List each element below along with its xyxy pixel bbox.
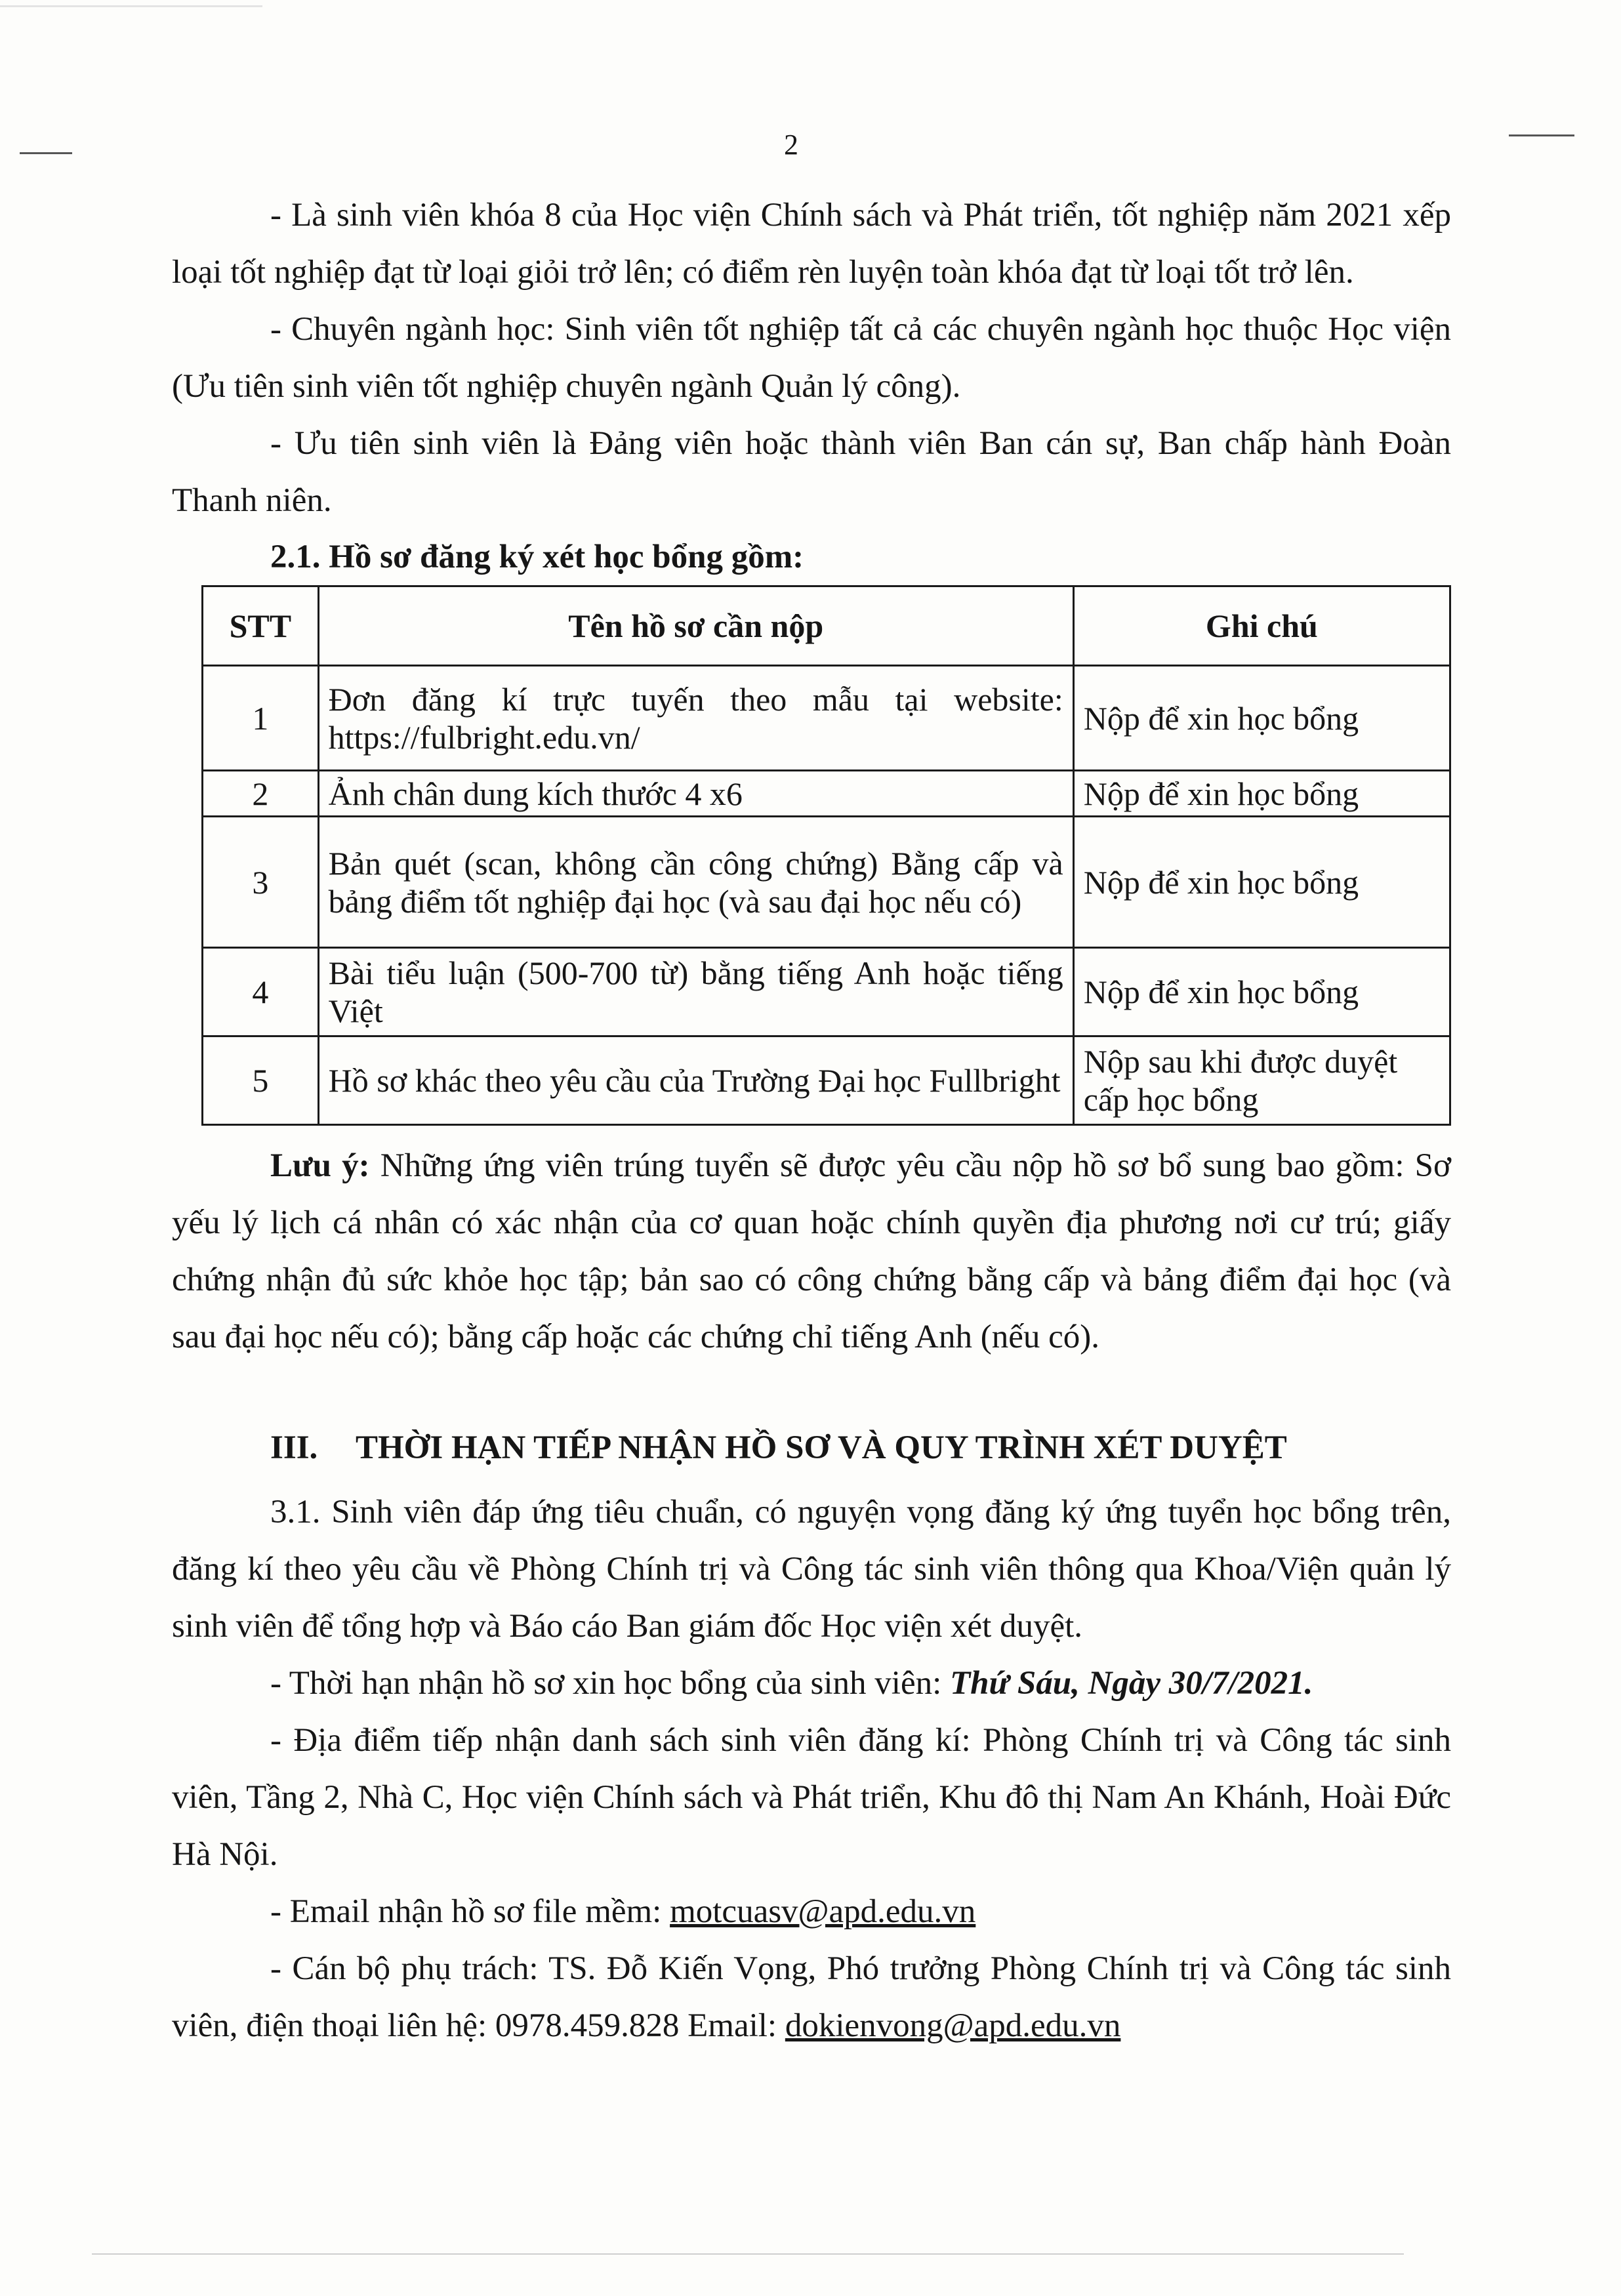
row-note: Nộp để xin học bổng — [1073, 817, 1450, 948]
table-row — [203, 1036, 1450, 1125]
section-3-heading — [172, 1418, 1451, 1477]
note-text: Những ứng viên trúng tuyển sẽ được yêu cầu nộp hồ sơ bổ sung bao gồm: Sơ yếu lý lịch cá nhân có xác nhận của cơ quan hoặc chính quyền địa phương nơi cư trú; giấy chứng nhận đủ sức khỏe học tập; bản sao có công chứng bằng cấp và bảng điểm đại học (và sau đại học nếu có); bằng cấp hoặc các chứng chỉ tiếng Anh (nếu có). — [172, 1147, 1451, 1355]
intro-paragraph-1: - Là sinh viên khóa 8 của Học viện Chính sách và Phát triển, tốt nghiệp năm 2021 xếp loại tốt nghiệp đạt từ loại giỏi trở lên; có điểm rèn luyện toàn khóa đạt từ loại tốt trở lên. — [172, 197, 1451, 291]
contact-email-link[interactable]: dokienvong@apd.edu.vn — [785, 2007, 1121, 2044]
scan-edge-bottom — [92, 2253, 1404, 2255]
section-3-number: III. — [270, 1429, 318, 1466]
document-body — [172, 187, 1451, 2055]
section-3-paragraph-1: 3.1. Sinh viên đáp ứng tiêu chuẩn, có nguyện vọng đăng ký ứng tuyển học bổng trên, đăng kí theo yêu cầu về Phòng Chính trị và Công tác sinh viên thông qua Khoa/Viện quản lý sinh viên để tổng hợp và Báo cáo Ban giám đốc Học viện xét duyệt. — [172, 1494, 1451, 1645]
header-note: Ghi chú — [1073, 586, 1450, 666]
row-note: Nộp sau khi được duyệt cấp học bổng — [1073, 1036, 1450, 1125]
note-paragraph — [172, 1138, 1451, 1366]
intro-paragraph-2: - Chuyên ngành học: Sinh viên tốt nghiệp tất cả các chuyên ngành học thuộc Học viện (Ưu tiên sinh viên tốt nghiệp chuyên ngành Quản lý công). — [172, 311, 1451, 405]
location-paragraph: - Địa điểm tiếp nhận danh sách sinh viên đăng kí: Phòng Chính trị và Công tác sinh viên, Tầng 2, Nhà C, Học viện Chính sách và Phát triển, Khu đô thị Nam An Khánh, Hoài Đức Hà Nội. — [172, 1722, 1451, 1873]
contact-label: - Cán bộ phụ trách: TS. Đỗ Kiến Vọng, Phó trưởng Phòng Chính trị và Công tác sinh viên, điện thoại liên hệ: 0978.459.828 Email: — [172, 1950, 1451, 2044]
deadline-paragraph — [172, 1655, 1451, 1712]
table-row — [203, 817, 1450, 948]
section-2-1-heading: 2.1. Hồ sơ đăng ký xét học bổng gồm: — [270, 539, 804, 575]
table-row — [203, 771, 1450, 817]
row-stt: 5 — [203, 1036, 319, 1125]
row-stt: 1 — [203, 666, 319, 771]
row-name: Đơn đăng kí trực tuyến theo mẫu tại website: https://fulbright.edu.vn/ — [318, 666, 1073, 771]
deadline-value: Thứ Sáu, Ngày 30/7/2021. — [950, 1665, 1313, 1702]
row-stt: 2 — [203, 771, 319, 817]
header-name: Tên hồ sơ cần nộp — [318, 586, 1073, 666]
email-link[interactable]: motcuasv@apd.edu.vn — [670, 1893, 976, 1930]
table-row — [203, 666, 1450, 771]
scan-dash-right — [1509, 134, 1574, 136]
table-header-row — [203, 586, 1450, 666]
email-label: - Email nhận hồ sơ file mềm: — [270, 1893, 670, 1930]
row-note: Nộp để xin học bổng — [1073, 948, 1450, 1036]
row-stt: 3 — [203, 817, 319, 948]
row-name: Bài tiểu luận (500-700 từ) bằng tiếng Anh hoặc tiếng Việt — [318, 948, 1073, 1036]
row-note: Nộp để xin học bổng — [1073, 771, 1450, 817]
section-3-title: THỜI HẠN TIẾP NHẬN HỒ SƠ VÀ QUY TRÌNH XÉT DUYỆT — [356, 1429, 1287, 1466]
page-number: 2 — [784, 129, 798, 161]
scan-edge-line — [0, 5, 262, 7]
note-label: Lưu ý: — [270, 1147, 370, 1184]
row-name: Ảnh chân dung kích thước 4 x6 — [318, 771, 1073, 817]
contact-paragraph — [172, 1940, 1451, 2055]
documents-table — [201, 585, 1451, 1126]
email-paragraph — [172, 1883, 1451, 1940]
header-stt: STT — [203, 586, 319, 666]
row-stt: 4 — [203, 948, 319, 1036]
intro-paragraph-3: - Ưu tiên sinh viên là Đảng viên hoặc thành viên Ban cán sự, Ban chấp hành Đoàn Thanh niên. — [172, 425, 1451, 519]
row-name: Bản quét (scan, không cần công chứng) Bằng cấp và bảng điểm tốt nghiệp đại học (và sau đại học nếu có) — [318, 817, 1073, 948]
deadline-label: - Thời hạn nhận hồ sơ xin học bổng của sinh viên: — [270, 1665, 951, 1702]
row-name: Hồ sơ khác theo yêu cầu của Trường Đại học Fullbright — [318, 1036, 1073, 1125]
scan-dash-left — [20, 152, 72, 154]
table-row — [203, 948, 1450, 1036]
row-note: Nộp để xin học bổng — [1073, 666, 1450, 771]
